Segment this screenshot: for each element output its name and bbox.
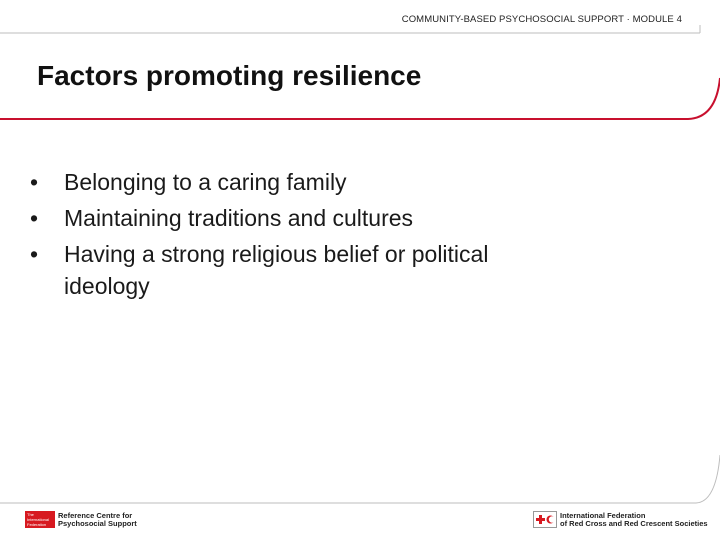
bullet-dot: • xyxy=(30,205,39,231)
bullet-text: Belonging to a caring family xyxy=(64,169,347,195)
bullet-item xyxy=(30,238,570,302)
psychosocial-centre-logo xyxy=(25,511,137,528)
red-cross-crescent-emblem-icon xyxy=(533,511,557,528)
bullet-item xyxy=(30,166,570,198)
ifrc-logo-text xyxy=(560,512,708,528)
bullet-dot: • xyxy=(30,169,39,195)
ifrc-logo xyxy=(533,511,708,528)
bullet-item xyxy=(30,202,570,234)
red-cross-icon xyxy=(536,515,545,524)
logo-text-line1: Reference Centre for xyxy=(58,510,133,520)
bullet-text: Maintaining traditions and cultures xyxy=(64,205,414,231)
bullet-dot: • xyxy=(30,241,39,267)
red-crescent-icon xyxy=(546,515,555,524)
module-label: COMMUNITY-BASED PSYCHOSOCIAL SUPPORT · MODULE 4 xyxy=(401,14,682,25)
bullet-list xyxy=(30,166,570,306)
ifrc-text-line1: International Federation xyxy=(560,510,646,520)
bullet-text: Having a strong religious belief or political ideology xyxy=(64,241,489,299)
slide-title: Factors promoting resilience xyxy=(37,60,422,91)
ifrc-red-block-logo: The International Federation xyxy=(25,511,55,528)
ifrc-text-line2: of Red Cross and Red Crescent Societies xyxy=(560,518,708,528)
psychosocial-centre-logo-text xyxy=(58,512,137,528)
logo-text-line2: Psychosocial Support xyxy=(58,518,137,528)
footer-divider-curve xyxy=(0,455,720,503)
